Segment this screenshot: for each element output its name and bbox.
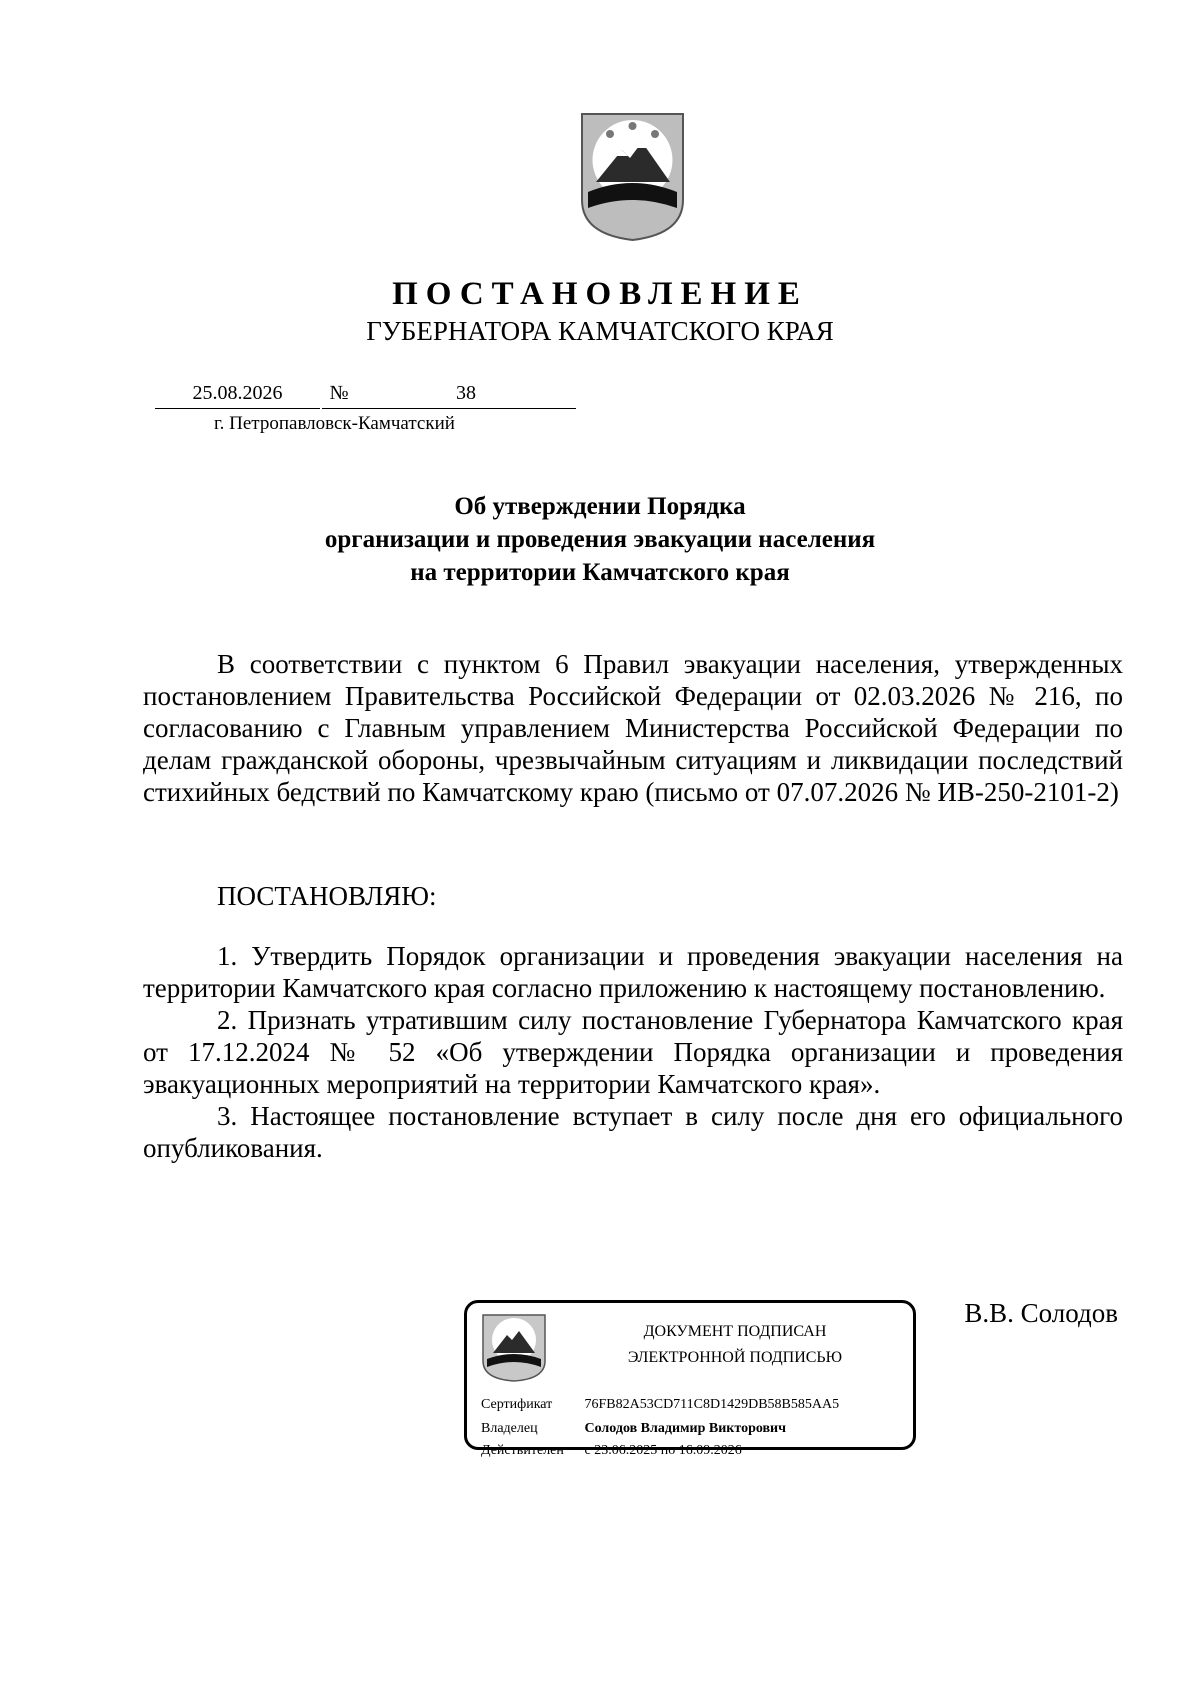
stamp-heading-line: ДОКУМЕНТ ПОДПИСАН xyxy=(643,1323,827,1340)
basis-text: В соответствии с пунктом 6 Правил эвакуации населения, утвержденных постановлением Правительства Российской Федерации от 02.03.2026 № 216, по согласованию с Главным управлением Министерства Российской Федерации по делам гражданской обороны, чрезвычайным ситуациям и ликвидации последствий стихийных бедствий по Камчатскому краю (письмо от 07.07.2026 № ИВ-250-2101-2) xyxy=(143,649,1123,807)
stamp-heading xyxy=(557,1319,913,1371)
stamp-heading-line: ЭЛЕКТРОННОЙ ПОДПИСЬЮ xyxy=(627,1349,843,1366)
registration-date: 25.08.2026 xyxy=(155,382,320,409)
issue-place: г. Петропавловск-Камчатский xyxy=(214,413,455,434)
kamchatka-coat-of-arms-icon xyxy=(580,112,685,242)
document-type-title: ПОСТАНОВЛЕНИЕ xyxy=(392,276,808,312)
validity-label: Действителен xyxy=(481,1443,564,1458)
owner-row xyxy=(481,1421,786,1437)
certificate-row xyxy=(481,1397,839,1413)
issuer-subtitle: ГУБЕРНАТОРА КАМЧАТСКОГО КРАЯ xyxy=(366,316,834,346)
kamchatka-coat-of-arms-icon xyxy=(481,1313,547,1383)
document-title-line: на территории Камчатского края xyxy=(410,559,790,586)
decree-item: 3. Настоящее постановление вступает в силу после дня его официального опубликования. xyxy=(143,1101,1123,1163)
document-title xyxy=(0,490,1200,589)
electronic-signature-stamp xyxy=(464,1300,916,1458)
decree-item: 2. Признать утратившим силу постановление Губернатора Камчатского края от 17.12.2024 № 52 «Об утверждении Порядка организации и проведения эвакуационных мероприятий на территории Камчатского края». xyxy=(143,1005,1123,1099)
certificate-value: 76FB82A53CD711C8D1429DB58B585AA5 xyxy=(584,1397,840,1412)
validity-row xyxy=(481,1443,742,1459)
decree-word xyxy=(143,880,1123,912)
decree-items xyxy=(143,940,1123,1164)
certificate-label: Сертификат xyxy=(481,1397,553,1412)
validity-value: с 23.06.2025 по 16.09.2026 xyxy=(584,1443,742,1458)
decree-item: 1. Утвердить Порядок организации и проведения эвакуации населения на территории Камчатского края согласно приложению к настоящему постановлению. xyxy=(143,941,1123,1003)
decree-word-text: ПОСТАНОВЛЯЮ: xyxy=(217,881,437,911)
owner-value: Солодов Владимир Викторович xyxy=(584,1421,787,1436)
registration-number: 38 xyxy=(356,382,576,409)
basis-paragraph xyxy=(143,648,1123,808)
owner-label: Владелец xyxy=(481,1421,538,1436)
registration-number-sign: № xyxy=(322,382,356,409)
document-title-line: Об утверждении Порядка xyxy=(454,493,746,520)
signer-name: В.В. Солодов xyxy=(964,1298,1118,1328)
document-title-line: организации и проведения эвакуации населения xyxy=(324,526,876,553)
